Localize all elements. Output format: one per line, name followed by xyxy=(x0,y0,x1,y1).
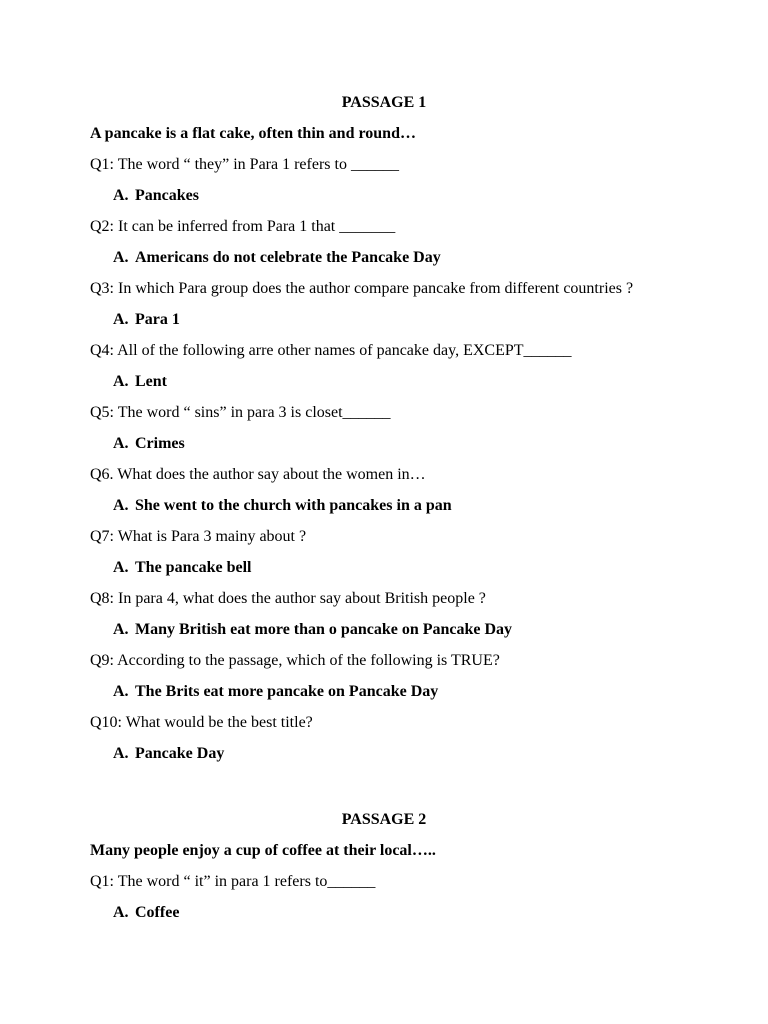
passage-intro: A pancake is a flat cake, often thin and round… xyxy=(90,125,416,142)
answer-text: Americans do not celebrate the Pancake Day xyxy=(135,249,441,266)
answer xyxy=(90,246,690,277)
answer-letter: A. xyxy=(113,311,129,328)
answer-text: Para 1 xyxy=(135,311,180,328)
question: Q6. What does the author say about the women in… xyxy=(90,466,426,483)
answer xyxy=(90,432,690,463)
answer xyxy=(90,901,690,932)
answer-text: Pancake Day xyxy=(135,745,225,762)
passage-2 xyxy=(90,808,690,932)
answer-text: Lent xyxy=(135,373,167,390)
answer xyxy=(90,494,690,525)
passage-1 xyxy=(90,91,690,773)
answer-letter: A. xyxy=(113,745,129,762)
question: Q10: What would be the best title? xyxy=(90,714,313,731)
answer-letter: A. xyxy=(113,683,129,700)
answer xyxy=(90,556,690,587)
passage-intro: Many people enjoy a cup of coffee at their local….. xyxy=(90,842,436,859)
question: Q3: In which Para group does the author compare pancake from different countries ? xyxy=(90,280,634,297)
answer-text: Pancakes xyxy=(135,187,199,204)
answer-text: The pancake bell xyxy=(135,559,252,576)
answer-letter: A. xyxy=(113,621,129,638)
answer xyxy=(90,680,690,711)
answer-text: She went to the church with pancakes in a pan xyxy=(135,497,452,514)
passage-title: PASSAGE 1 xyxy=(341,94,427,111)
question: Q1: The word “ it” in para 1 refers to______ xyxy=(90,873,376,890)
answer xyxy=(90,742,690,773)
question: Q2: It can be inferred from Para 1 that _______ xyxy=(90,218,396,235)
answer-letter: A. xyxy=(113,435,129,452)
answer-text: The Brits eat more pancake on Pancake Day xyxy=(135,683,439,700)
answer-text: Coffee xyxy=(135,904,180,921)
question: Q9: According to the passage, which of the following is TRUE? xyxy=(90,652,500,669)
answer xyxy=(90,308,690,339)
answer-letter: A. xyxy=(113,559,129,576)
question: Q1: The word “ they” in Para 1 refers to ______ xyxy=(90,156,399,173)
question: Q7: What is Para 3 mainy about ? xyxy=(90,528,307,545)
answer xyxy=(90,370,690,401)
answer-letter: A. xyxy=(113,904,129,921)
answer xyxy=(90,618,690,649)
answer-letter: A. xyxy=(113,249,129,266)
answer-letter: A. xyxy=(113,497,129,514)
passage-title: PASSAGE 2 xyxy=(341,811,427,828)
answer-letter: A. xyxy=(113,187,129,204)
answer xyxy=(90,184,690,215)
question: Q4: All of the following arre other names of pancake day, EXCEPT______ xyxy=(90,342,572,359)
answer-text: Crimes xyxy=(135,435,185,452)
answer-text: Many British eat more than o pancake on Pancake Day xyxy=(135,621,513,638)
answer-letter: A. xyxy=(113,373,129,390)
question: Q5: The word “ sins” in para 3 is closet______ xyxy=(90,404,391,421)
question: Q8: In para 4, what does the author say about British people ? xyxy=(90,590,486,607)
